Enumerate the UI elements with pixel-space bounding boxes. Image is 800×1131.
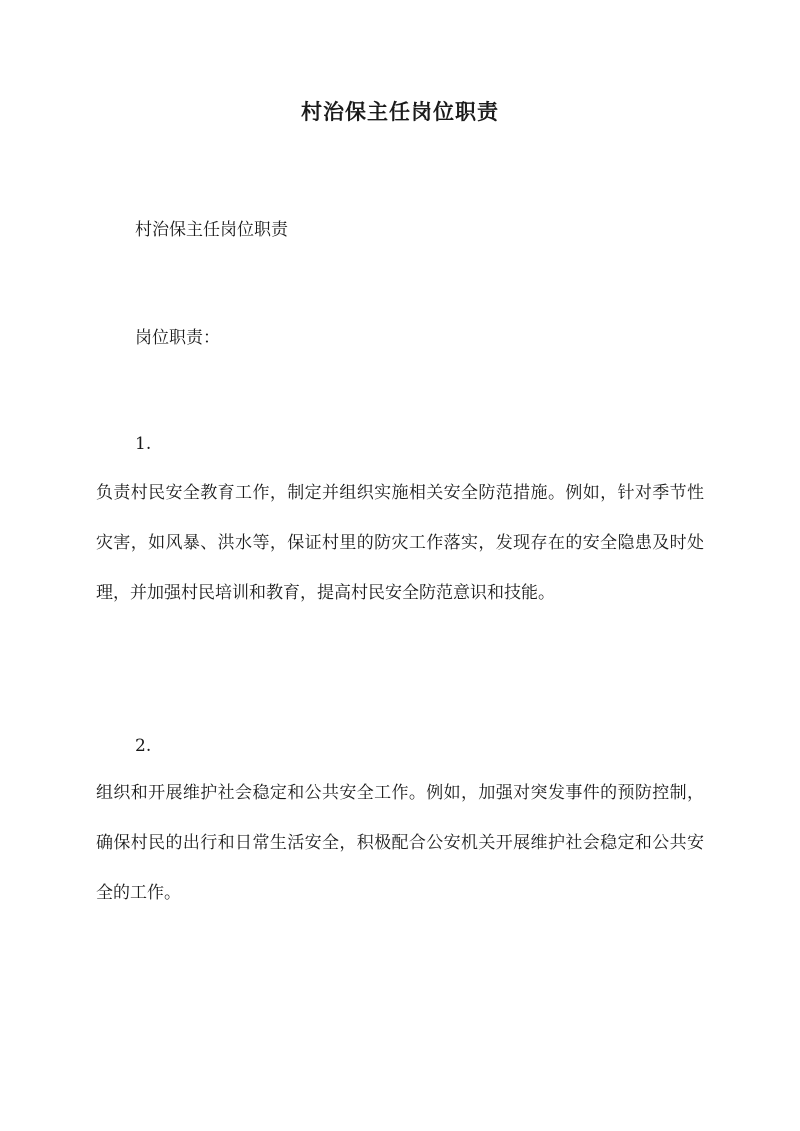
document-subtitle: 村治保主任岗位职责	[135, 220, 288, 240]
item-1-text: 负责村民安全教育工作，制定并组织实施相关安全防范措施。例如，针对季节性灾害，如风暴、洪水等，保证村里的防灾工作落实，发现存在的安全隐患及时处理，并加强村民培训和教育，提高村民安全防范意识和技能。	[96, 483, 704, 603]
item-2-number: 2.	[135, 736, 152, 756]
section-heading: 岗位职责：	[135, 328, 220, 348]
item-1-number: 1.	[135, 434, 152, 454]
item-2-text: 组织和开展维护社会稳定和公共安全工作。例如，加强对突发事件的预防控制，确保村民的出行和日常生活安全，积极配合公安机关开展维护社会稳定和公共安全的工作。	[96, 783, 704, 903]
page-title: 村治保主任岗位职责	[301, 99, 499, 124]
